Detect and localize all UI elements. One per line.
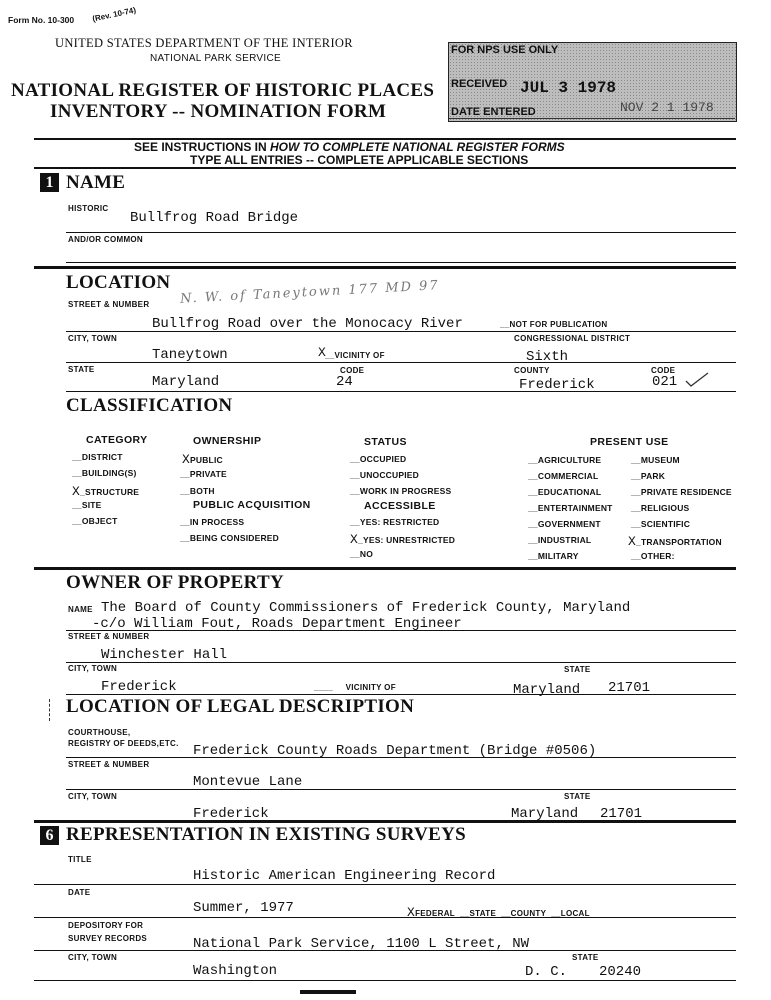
owner-name-value-line2: -c/o William Fout, Roads Department Engineer [92,616,462,632]
vicinity-of-label: __VICINITY OF [325,351,385,360]
legal-state-label: STATE [564,792,591,801]
status-option: __WORK IN PROGRESS [350,486,452,496]
section-title-surveys: REPRESENTATION IN EXISTING SURVEYS [66,824,467,845]
field-line [66,757,736,758]
courthouse-value: Frederick County Roads Department (Bridge #0506) [193,743,597,759]
instructions-text: SEE INSTRUCTIONS IN [134,140,271,154]
owner-vicinity-option: ____ VICINITY OF [314,683,396,692]
status-option: __UNOCCUPIED [350,470,420,480]
category-header: CATEGORY [86,434,148,446]
nps-box-label: FOR NPS USE ONLY [451,44,559,56]
use-agriculture: AGRICULTURE [537,455,602,465]
accessible-restricted: YES: RESTRICTED [359,517,440,527]
owner-zip: 21701 [608,680,651,696]
category-option: X_STRUCTURE [72,484,140,499]
survey-title-label: TITLE [68,855,92,864]
use-government: GOVERNMENT [537,519,601,529]
department-name: UNITED STATES DEPARTMENT OF THE INTERIOR [55,36,353,50]
present-use-option: __GOVERNMENT [528,519,601,529]
public-acquisition-header: PUBLIC ACQUISITION [193,499,311,511]
vicinity-label-text: VICINITY OF [334,351,385,360]
present-use-option: __EDUCATIONAL [528,487,602,497]
level-federal: FEDERAL [415,909,455,918]
historic-label: HISTORIC [68,204,109,213]
survey-state-label: STATE [572,953,599,962]
present-use-option: __MUSEUM [631,455,680,465]
ownership-both: BOTH [189,486,215,496]
ownership-option: __BOTH [180,486,215,496]
registry-label: REGISTRY OF DEEDS,ETC. [68,739,179,748]
present-use-option: __INDUSTRIAL [528,535,592,545]
legal-state-value: Maryland [511,806,579,822]
present-use-option: __COMMERCIAL [528,471,599,481]
legal-street-label: STREET & NUMBER [68,760,150,769]
present-use-option: __PRIVATE RESIDENCE [631,487,732,497]
public-acquisition-option: __BEING CONSIDERED [180,533,280,543]
acquisition-being-considered: BEING CONSIDERED [189,533,280,543]
section-title-location: LOCATION [66,272,171,293]
state-code-value: 24 [336,374,353,390]
form-revision: (Rev. 10-74) [91,5,137,24]
owner-state-label: STATE [564,665,591,674]
county-value: Frederick [519,377,595,393]
depository-value: National Park Service, 1100 L Street, NW [193,936,530,952]
section-number-badge: 1 [40,173,59,192]
field-line [66,630,736,631]
service-name: NATIONAL PARK SERVICE [150,53,281,64]
owner-street-label: STREET & NUMBER [68,632,150,641]
field-line [34,980,736,981]
present-use-option: __PARK [631,471,666,481]
status-option: __OCCUPIED [350,454,407,464]
state-label: STATE [68,365,95,374]
received-label: RECEIVED [451,78,508,90]
accessible-header: ACCESSIBLE [364,500,436,512]
section-divider [34,266,736,269]
depository-label: DEPOSITORY FOR [68,921,144,930]
ownership-public: PUBLIC [190,455,223,465]
owner-city-label: CITY, TOWN [68,664,118,673]
use-religious: RELIGIOUS [640,503,690,513]
form-title-line1: NATIONAL REGISTER OF HISTORIC PLACES [11,80,435,101]
state-value: Maryland [152,374,220,390]
acquisition-in-process: IN PROCESS [189,517,245,527]
present-use-option: __AGRICULTURE [528,455,602,465]
legal-city-label: CITY, TOWN [68,792,118,801]
ownership-option [182,452,223,467]
ownership-private: PRIVATE [189,469,227,479]
county-label: COUNTY [514,366,550,375]
use-museum: MUSEUM [640,455,680,465]
category-district: DISTRICT [81,452,123,462]
check-mark: X [407,905,416,920]
handwritten-note: N. W. of Taneytown 177 MD 97 [179,278,441,307]
received-stamp: JUL 3 1978 [520,79,617,97]
present-use-option: __SCIENTIFIC [631,519,691,529]
survey-state-value: D. C. [525,964,568,980]
field-line [66,232,736,233]
use-commercial: COMMERCIAL [537,471,599,481]
status-unoccupied: UNOCCUPIED [359,470,420,480]
county-code-label: CODE [651,366,676,375]
use-transportation: TRANSPORTATION [640,537,722,547]
present-use-option: __MILITARY [528,551,579,561]
use-entertainment: ENTERTAINMENT [537,503,613,513]
category-option: __OBJECT [72,516,118,526]
check-mark: X [628,534,637,549]
date-entered-label: DATE ENTERED [451,106,536,118]
form-title-line2: INVENTORY -- NOMINATION FORM [50,101,387,122]
present-use-option: __ENTERTAINMENT [528,503,613,513]
check-mark: X [72,484,81,499]
not-for-publication-option: __NOT FOR PUBLICATION [500,320,608,329]
instructions-line2: TYPE ALL ENTRIES -- COMPLETE APPLICABLE SECTIONS [190,153,529,167]
public-acquisition-option: __IN PROCESS [180,517,245,527]
field-line [66,694,736,695]
congressional-district-label: CONGRESSIONAL DISTRICT [514,334,631,343]
check-mark: X [182,452,191,467]
ownership-header: OWNERSHIP [193,435,262,447]
field-line [66,789,736,790]
section-title-owner: OWNER OF PROPERTY [66,572,285,593]
checkmark-icon [684,370,710,388]
category-site: SITE [81,500,102,510]
section-title-name: NAME [66,172,126,193]
divider [34,167,736,169]
accessible-option: __YES: RESTRICTED [350,517,440,527]
present-use-option: __RELIGIOUS [631,503,690,513]
courthouse-label: COURTHOUSE, [68,728,131,737]
field-line [34,917,736,918]
state-code-label: CODE [340,366,365,375]
city-value: Taneytown [152,347,228,363]
survey-date-value: Summer, 1977 [193,900,294,916]
field-line [66,662,736,663]
present-use-option: X_TRANSPORTATION [628,534,722,549]
survey-date-label: DATE [68,888,91,897]
status-work-in-progress: WORK IN PROGRESS [359,486,452,496]
present-use-option: __OTHER: [631,551,675,561]
accessible-option: X_YES: UNRESTRICTED [350,532,456,547]
survey-city-label: CITY, TOWN [68,953,118,962]
owner-vicinity-label: VICINITY OF [345,683,396,692]
section-title-classification: CLASSIFICATION [66,395,233,416]
historic-name-value: Bullfrog Road Bridge [130,210,299,226]
use-educational: EDUCATIONAL [537,487,602,497]
ownership-option: __PRIVATE [180,469,227,479]
form-number: Form No. 10-300 [8,15,75,25]
status-header: STATUS [364,436,407,448]
level-local: LOCAL [560,909,590,918]
category-buildings: BUILDING(S) [81,468,137,478]
street-value: Bullfrog Road over the Monocacy River [152,316,463,332]
level-state: STATE [469,909,497,918]
section-divider [34,820,736,823]
owner-city-value: Frederick [101,679,177,695]
survey-city-value: Washington [193,963,278,979]
vicinity-check-mark: X [318,345,326,360]
present-use-header: PRESENT USE [590,436,669,448]
not-for-publication-label: NOT FOR PUBLICATION [509,320,608,329]
common-name-label: AND/OR COMMON [68,235,144,244]
date-entered-stamp: NOV 2 1 1978 [620,100,714,115]
page-bar [300,990,356,994]
city-town-label: CITY, TOWN [68,334,118,343]
instructions-line1 [134,140,565,154]
category-option: __BUILDING(S) [72,468,137,478]
use-park: PARK [640,471,666,481]
owner-name-label: NAME [68,605,93,614]
field-line [34,950,736,951]
accessible-option: __NO [350,549,374,559]
section-title-legal: LOCATION OF LEGAL DESCRIPTION [66,696,415,717]
field-line [34,884,736,885]
level-county: COUNTY [510,909,547,918]
legal-zip: 21701 [600,806,643,822]
use-other: OTHER: [640,551,675,561]
margin-mark [49,699,50,721]
county-code-value: 021 [652,374,678,390]
use-scientific: SCIENTIFIC [640,519,691,529]
street-number-label: STREET & NUMBER [68,300,150,309]
section-divider [34,567,736,570]
status-occupied: OCCUPIED [359,454,407,464]
use-private-residence: PRIVATE RESIDENCE [640,487,732,497]
survey-zip: 20240 [599,964,642,980]
field-line [66,362,736,363]
survey-records-label: SURVEY RECORDS [68,934,148,943]
survey-title-value: Historic American Engineering Record [193,868,496,884]
category-option: __SITE [72,500,102,510]
field-line [66,262,736,263]
category-object: OBJECT [81,516,118,526]
section-number-badge: 6 [40,826,59,845]
use-industrial: INDUSTRIAL [537,535,592,545]
field-line [66,391,736,392]
field-line [66,331,736,332]
instructions-italic: HOW TO COMPLETE NATIONAL REGISTER FORMS [270,140,565,154]
congressional-district-value: Sixth [526,349,569,365]
accessible-unrestricted: YES: UNRESTRICTED [362,535,456,545]
owner-state-value: Maryland [513,682,581,698]
owner-name-value: The Board of County Commissioners of Frederick County, Maryland [101,600,631,616]
category-structure: STRUCTURE [84,487,140,497]
use-military: MILITARY [537,551,579,561]
check-mark: X [350,532,359,547]
owner-street-value: Winchester Hall [101,647,228,663]
legal-city-value: Frederick [193,806,269,822]
category-option: __DISTRICT [72,452,123,462]
legal-street-value: Montevue Lane [193,774,303,790]
survey-level-options: XFEDERAL __STATE __COUNTY __LOCAL [407,905,590,920]
accessible-no: NO [359,549,374,559]
